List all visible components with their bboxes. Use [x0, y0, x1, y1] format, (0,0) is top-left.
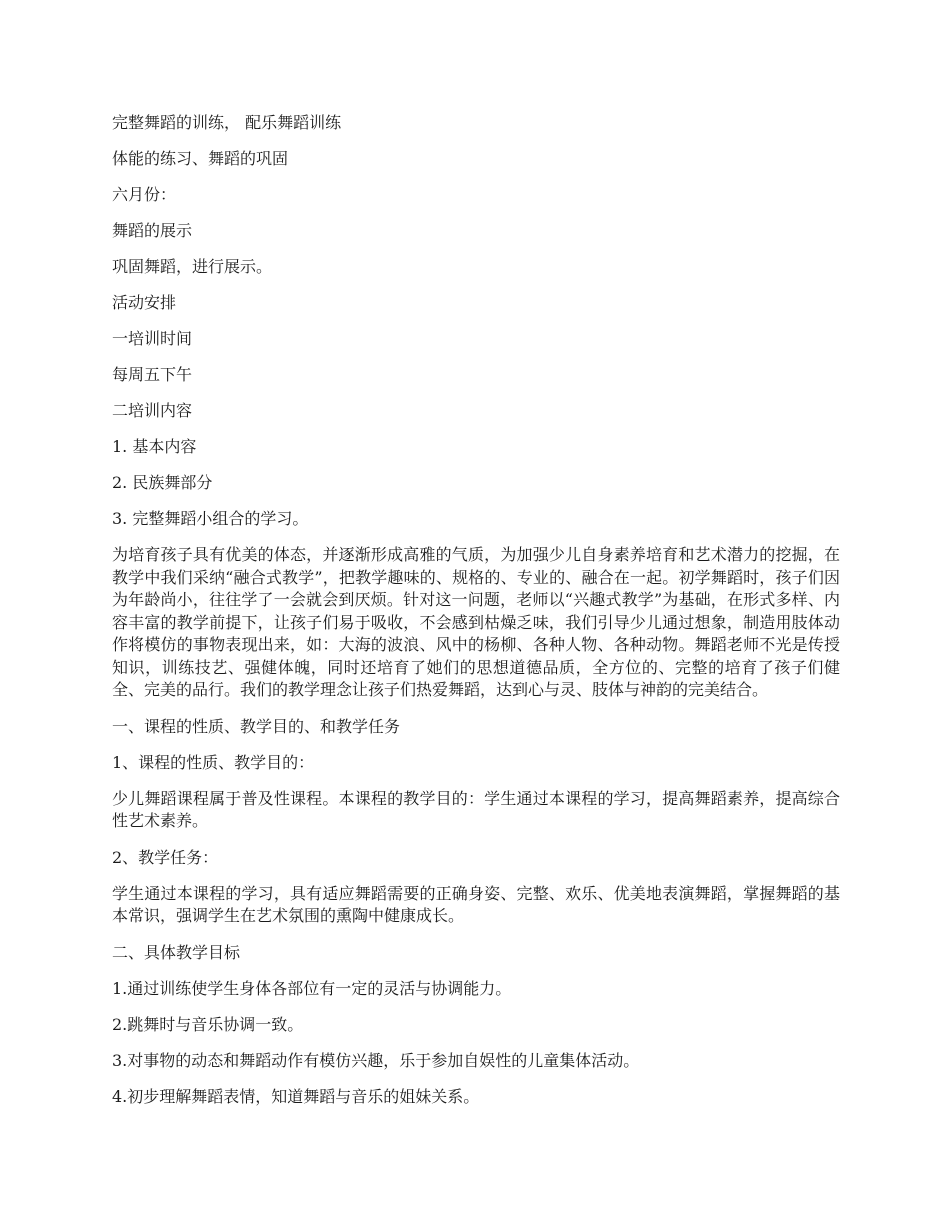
- subsection-heading: 1、课程的性质、教学目的：: [112, 752, 315, 772]
- subsection-heading: 2、教学任务：: [112, 847, 219, 867]
- text-line: 舞蹈的展示: [112, 221, 193, 240]
- document-page: [112, 112, 840, 1122]
- text-line: 一培训时间: [112, 329, 193, 348]
- body-paragraph: 学生通过本课程的学习，具有适应舞蹈需要的正确身姿、完整、欢乐、优美地表演舞蹈，掌握舞蹈的基本常识，强调学生在艺术氛围的熏陶中健康成长。: [112, 883, 840, 925]
- list-item: 2.跳舞时与音乐协调一致。: [112, 1014, 304, 1034]
- intro-paragraph: 为培育孩子具有优美的体态，并逐渐形成高雅的气质，为加强少儿自身素养培育和艺术潜力的挖掘，在教学中我们采纳“融合式教学”，把教学趣味的、规格的、专业的、融合在一起。初学舞蹈时，孩子们因为年龄尚小，往往学了一会就会到厌烦。针对这一问题，老师以“兴趣式教学”为基础，在形式多样、内容丰富的教学前提下，让孩子们易于吸收，不会感到枯燥乏味，我们引导少儿通过想象，制造用肢体动作将模仿的事物表现出来，如：大海的波浪、风中的杨柳、各种人物、各种动物。舞蹈老师不光是传授知识，训练技艺、强健体魄，同时还培育了她们的思想道德品质，全方位的、完整的培育了孩子们健全、完美的品行。我们的教学理念让孩子们热爱舞蹈，达到心与灵、肢体与神韵的完美结合。: [112, 545, 840, 699]
- text-line: 六月份：: [112, 185, 177, 204]
- body-paragraph: 少儿舞蹈课程属于普及性课程。本课程的教学目的：学生通过本课程的学习，提高舞蹈素养，提高综合性艺术素养。: [112, 788, 840, 830]
- section-heading: 一、课程的性质、教学目的、和教学任务: [112, 716, 401, 736]
- text-line: 每周五下午: [112, 365, 193, 384]
- text-line: 二培训内容: [112, 401, 193, 420]
- text-line: 体能的练习、舞蹈的巩固: [112, 149, 289, 168]
- list-item: 3. 完整舞蹈小组合的学习。: [112, 509, 309, 528]
- section-heading: 活动安排: [112, 293, 177, 312]
- section-heading: 二、具体教学目标: [112, 942, 241, 962]
- text-line: 巩固舞蹈，进行展示。: [112, 257, 273, 276]
- list-item: 4.初步理解舞蹈表情，知道舞蹈与音乐的姐妹关系。: [112, 1086, 480, 1106]
- list-item: 1. 基本内容: [112, 437, 197, 456]
- list-item: 1.通过训练使学生身体各部位有一定的灵活与协调能力。: [112, 978, 512, 998]
- list-item: 3.对事物的动态和舞蹈动作有模仿兴趣，乐于参加自娱性的儿童集体活动。: [112, 1050, 640, 1070]
- text-line: 完整舞蹈的训练， 配乐舞蹈训练: [112, 113, 342, 132]
- list-item: 2. 民族舞部分: [112, 473, 213, 492]
